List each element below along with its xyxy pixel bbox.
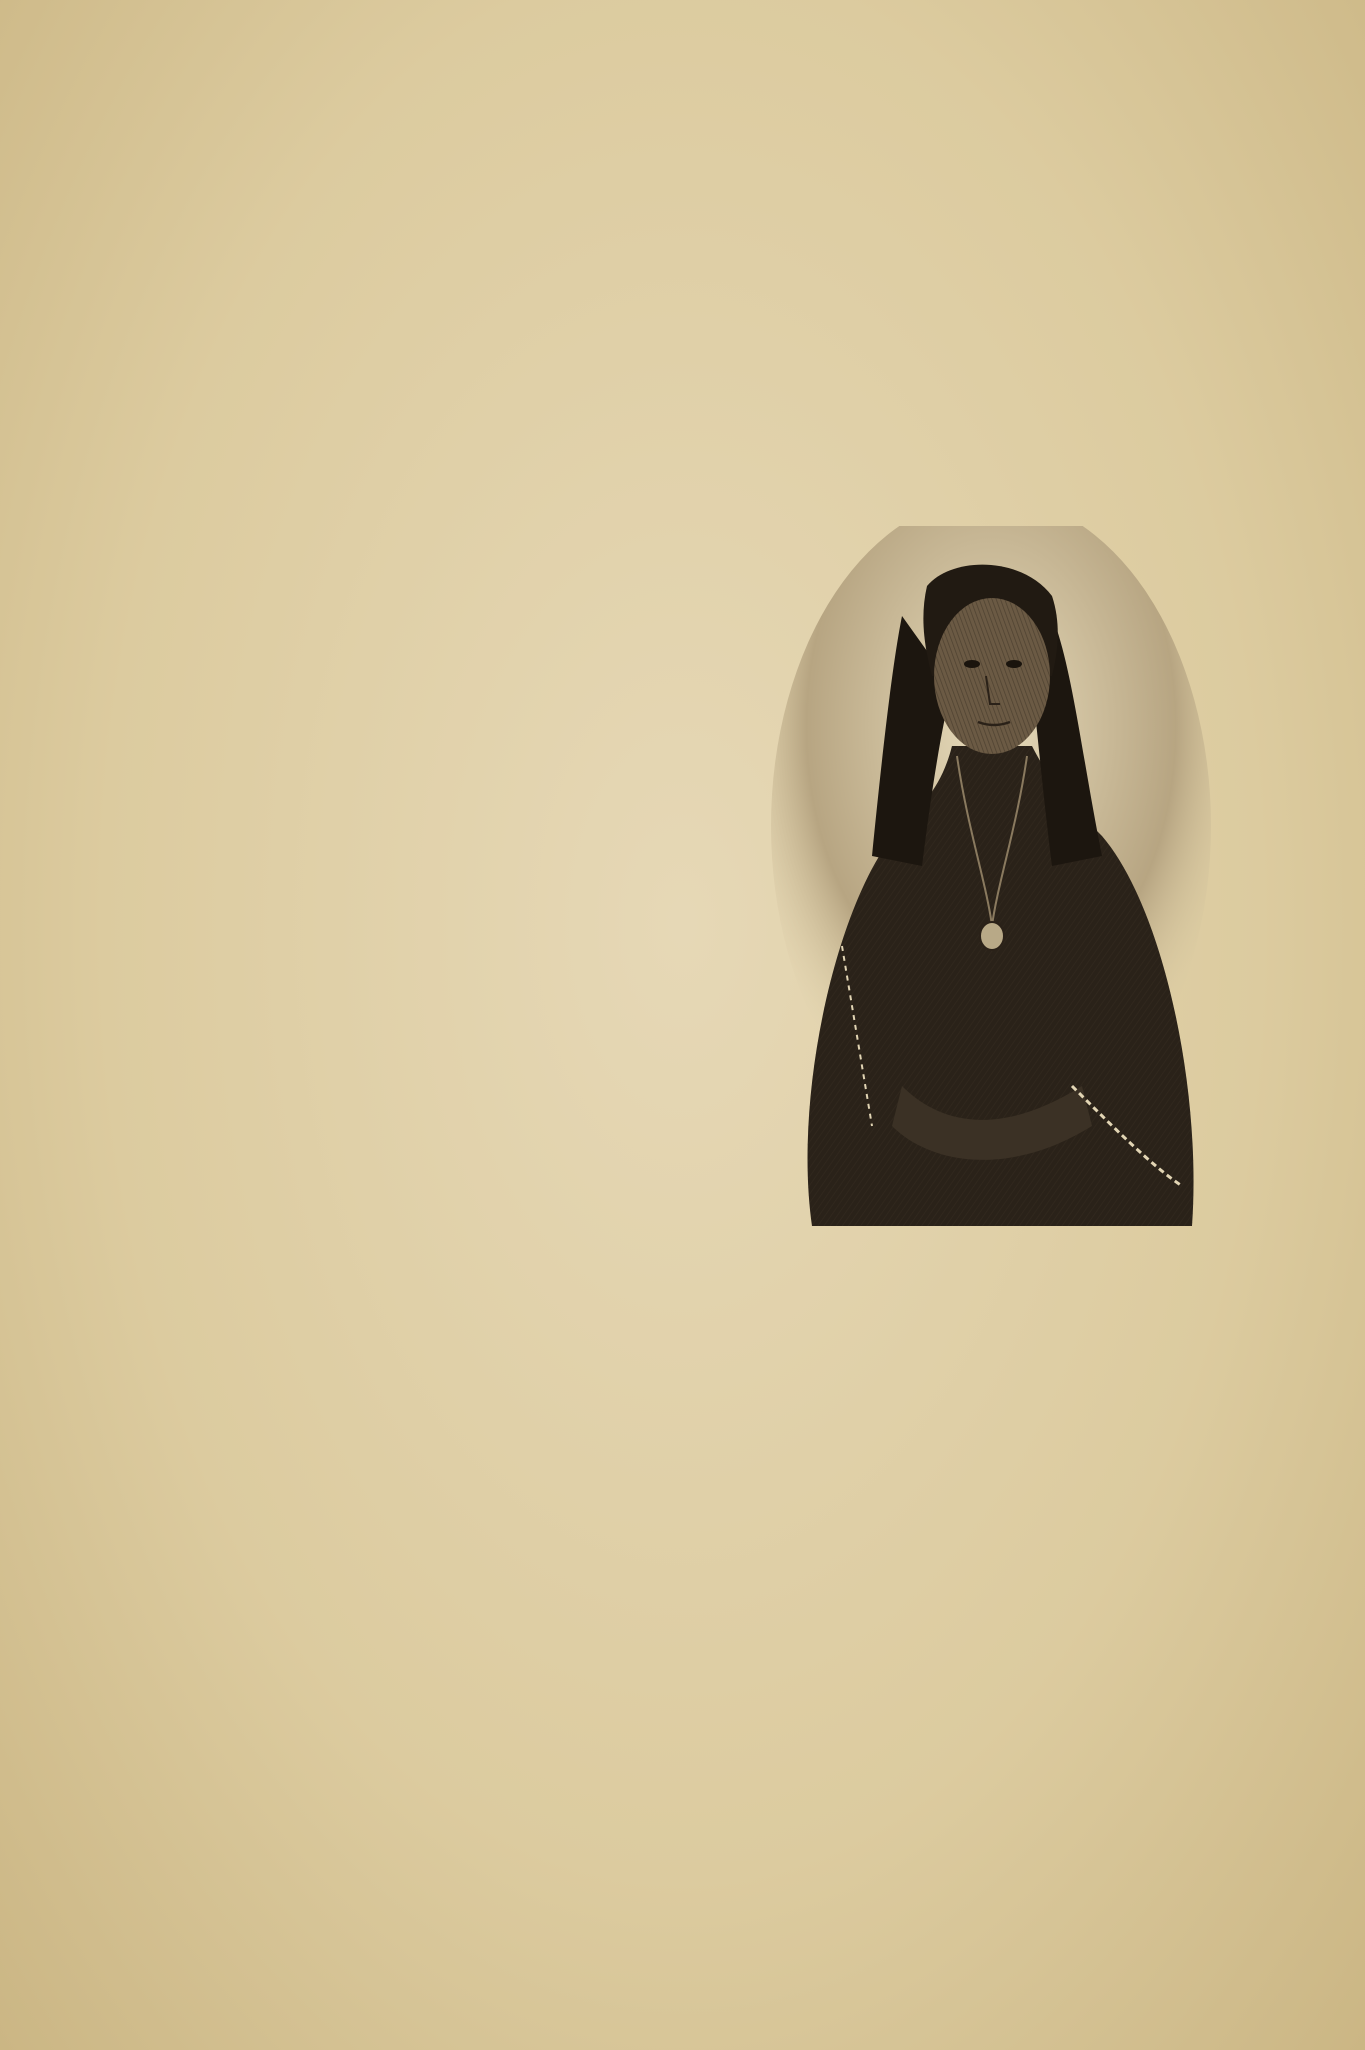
engraving-figure: [752, 526, 1230, 1266]
woman-portrait-illustration: [752, 526, 1230, 1271]
page-header: [105, 114, 1240, 154]
eye-left: [964, 660, 980, 668]
eye-right: [1006, 660, 1022, 668]
pendant: [980, 922, 1004, 950]
